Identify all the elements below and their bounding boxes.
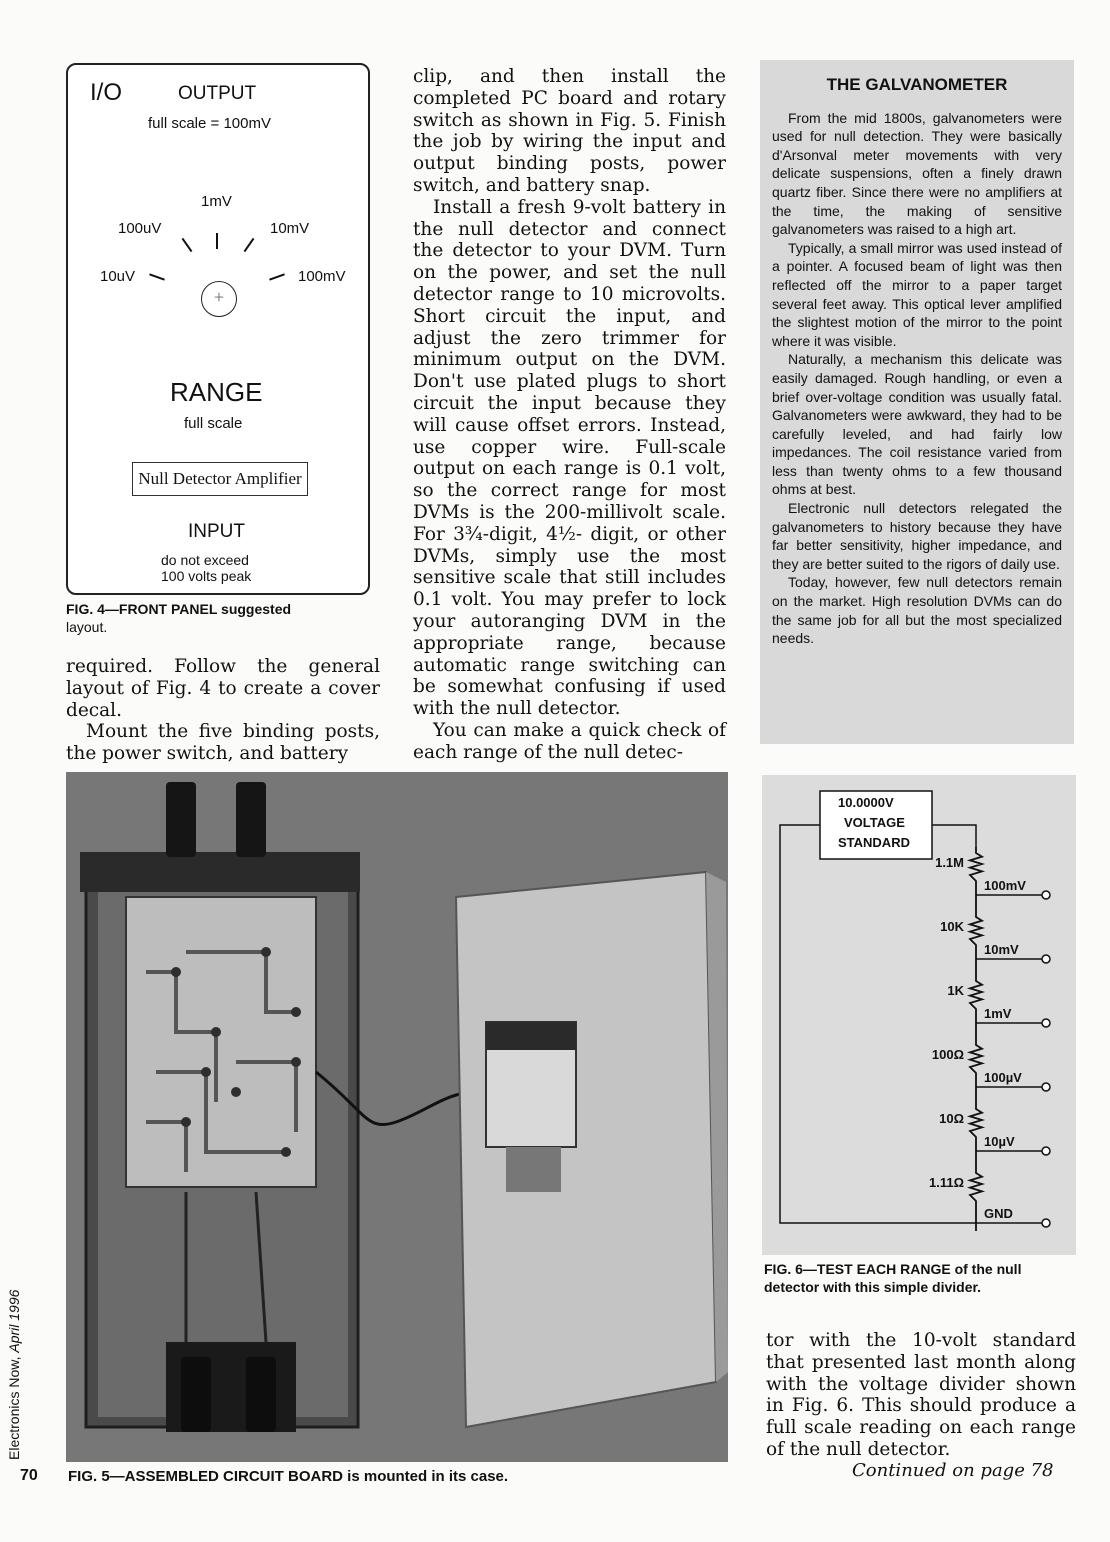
range-10uv: 10uV: [100, 268, 136, 285]
tick-10mv: [244, 238, 255, 252]
standard-label-1: 10.0000V: [838, 795, 894, 810]
range-1mv: 1mV: [201, 193, 232, 210]
fig6-divider-schematic: [762, 775, 1076, 1255]
tap-terminal: [1042, 1083, 1050, 1091]
galvanometer-sidebar: [760, 60, 1074, 744]
tick-100mv: [269, 273, 285, 280]
resistor-label: 1K: [947, 983, 964, 998]
resistor-label: 100Ω: [931, 1047, 964, 1062]
tap-terminal: [1042, 1219, 1050, 1227]
warn-1: do not exceed: [161, 552, 249, 568]
divider-wiring: [762, 775, 1076, 1255]
warn-2: 100 volts peak: [161, 568, 252, 584]
column-2-text: [413, 66, 726, 764]
tap-terminal: [1042, 955, 1050, 963]
tick-10uv: [149, 273, 165, 280]
range-100mv: 100mV: [298, 268, 346, 285]
col2-paragraph-1: clip, and then install the completed PC board and rotary switch as shown in Fig. 5. Finish the job by wiring the input and output binding posts, power switch, and battery snap.: [413, 66, 726, 196]
tick-1mv: [216, 233, 218, 249]
range-10mv: 10mV: [270, 220, 310, 237]
column-1-text: [66, 656, 380, 765]
sidebar-paragraph-2: Typically, a small mirror was used instead of a pointer. A focused beam of light was then reflected off the mirror to a paper target several feet away. This optical lever amplified the slightest motion of the mirror to the point where it was visible.: [772, 239, 1062, 349]
standard-label-3: STANDARD: [838, 835, 910, 850]
tick-100uv: [182, 238, 193, 252]
col2-paragraph-2: Install a fresh 9-volt battery in the null detector and connect the detector to your DVM. Turn on the power, and set the null detector range to 10 microvolts. Short circuit the input, and adjust the zero trimmer for minimum output on the DVM. Don't use plated plugs to short circuit the input because they will cause offset errors. Instead, use copper wire. Full-scale output on each range is 0.1 volt, so the correct range for most DVMs is the 200-millivolt scale. For 3¾-digit, 4½- digit, or other DVMs, simply use the most sensitive scale that still includes 0.1 volt. You may prefer to lock your autoranging DVM in the appropriate range, because automatic range switching can be somewhat confusing if used with the null detector.: [413, 196, 726, 720]
sidebar-paragraph-4: Electronic null detectors relegated the galvanometers to history because they have far better sensitivity, higher impedance, and they are better suited to the rigors of daily use.: [772, 500, 1062, 572]
tap-label: GND: [984, 1206, 1013, 1221]
magazine-issue-line: Electronics Now, April 1996: [6, 1289, 22, 1460]
page-number: 70: [20, 1467, 38, 1484]
tap-terminal: [1042, 891, 1050, 899]
input-label: INPUT: [188, 521, 245, 542]
col1-paragraph-2: Mount the five binding posts, the power switch, and battery: [66, 721, 380, 765]
resistor-zigzags: [970, 847, 982, 1231]
fig4-caption: FIG. 4—FRONT PANEL suggested layout.: [66, 601, 292, 635]
continued-note: Continued on page 78: [852, 1460, 1054, 1481]
fig5-caption: FIG. 5—ASSEMBLED CIRCUIT BOARD is mounted in its case.: [68, 1468, 509, 1485]
resistor-label: 10K: [940, 919, 964, 934]
tap-label: 1mV: [984, 1006, 1012, 1021]
range-knob: +: [201, 281, 237, 317]
name-plate: Null Detector Amplifier: [132, 462, 308, 496]
full-scale-output: full scale = 100mV: [148, 115, 271, 132]
io-label: I/O: [90, 79, 123, 106]
range-sub: full scale: [184, 415, 243, 432]
tap-label: 100µV: [984, 1070, 1022, 1085]
col3-paragraph-1: tor with the 10-volt standard that presented last month along with the voltage divider shown in Fig. 6. This should produce a full scale reading on each range of the null detector.: [766, 1330, 1076, 1460]
range-100uv: 100uV: [118, 220, 162, 237]
sidebar-title: THE GALVANOMETER: [826, 75, 1008, 94]
range-label: RANGE: [170, 377, 263, 407]
resistor-label: 1.11Ω: [928, 1175, 964, 1190]
standard-label-2: VOLTAGE: [844, 815, 905, 830]
tap-terminal: [1042, 1147, 1050, 1155]
tap-label: 100mV: [984, 878, 1026, 893]
col2-paragraph-3: You can make a quick check of each range of the null detec-: [413, 719, 726, 763]
tap-label: 10µV: [984, 1134, 1015, 1149]
tap-terminal: [1042, 1019, 1050, 1027]
resistor-label: 1.1M: [935, 855, 964, 870]
assembled-board-photo: [66, 772, 728, 1462]
sidebar-paragraph-3: Naturally, a mechanism this delicate was easily damaged. Rough handling, or even a brief over-voltage condition was usually fatal. Galvanometers were awkward, they had to be carefully leveled, and had fairly low impedances. The coil resistance varied from less than twenty ohms to a few thousand ohms at best.: [772, 351, 1062, 498]
tap-label: 10mV: [984, 942, 1019, 957]
sidebar-paragraph-1: From the mid 1800s, galvanometers were used for null detection. They were basically d'Arsonval meter movements with very delicate suspensions, often a finely drawn quartz fiber. Since there were no amplifiers at the time, the making of sensitive galvanometers was raised to a high art.: [772, 109, 1062, 238]
output-label: OUTPUT: [178, 83, 257, 104]
column-3-text: [766, 1330, 1076, 1461]
sidebar-paragraph-5: Today, however, few null detectors remain on the market. High resolution DVMs can do the same job for all but the most specialized needs.: [772, 574, 1062, 647]
fig6-caption: FIG. 6—TEST EACH RANGE of the null detector with this simple divider.: [764, 1261, 1022, 1295]
col1-paragraph-1: required. Follow the general layout of Fig. 4 to create a cover decal.: [66, 656, 380, 721]
front-panel-figure: [66, 63, 370, 595]
resistor-label: 10Ω: [939, 1111, 964, 1126]
